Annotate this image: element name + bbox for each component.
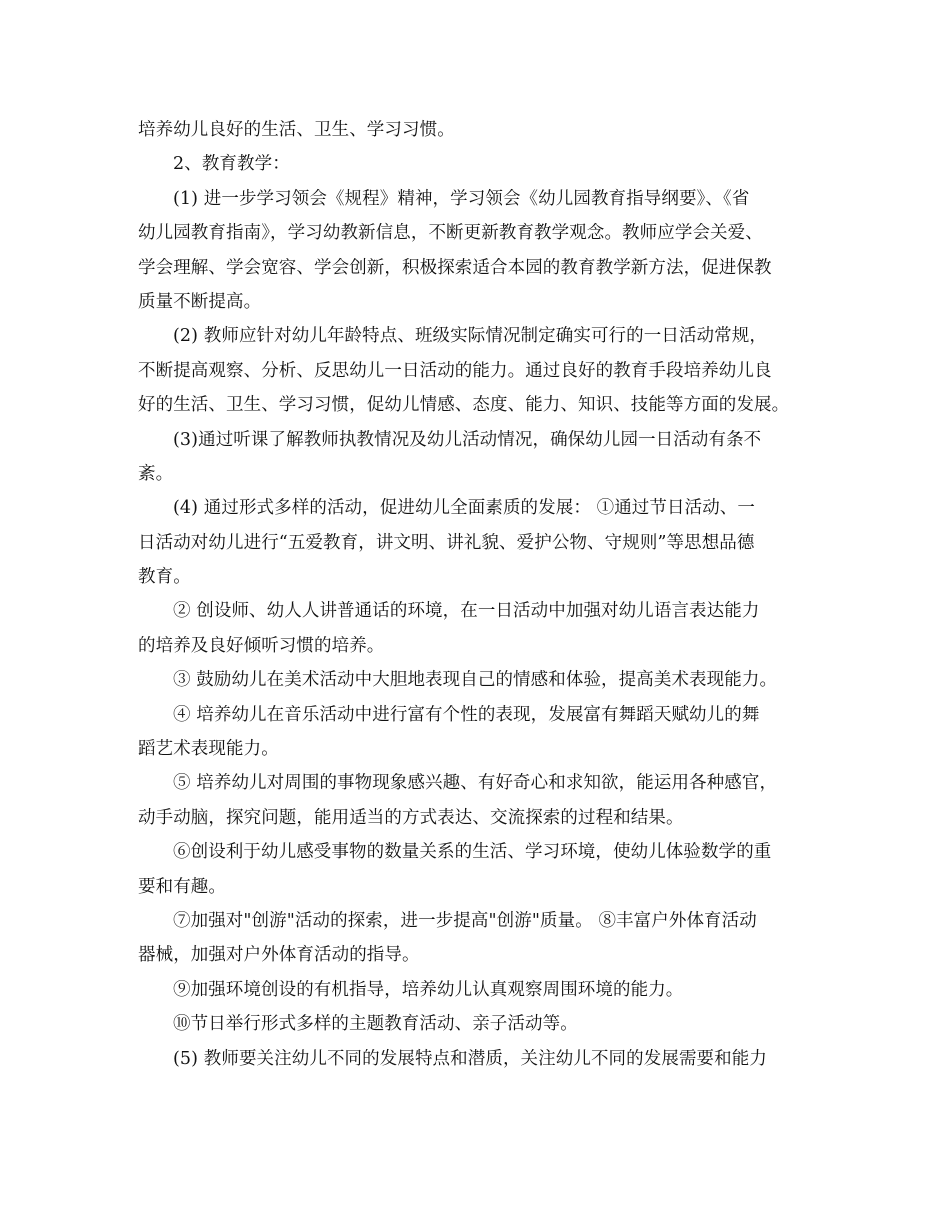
text-line-18: ④ 培养幼儿在音乐活动中进行富有个性的表现，发展富有舞蹈天赋幼儿的舞: [173, 704, 760, 725]
text-line-7: (2) 教师应针对幼儿年龄特点、班级实际情况制定确实可行的一日活动常规，: [173, 326, 767, 347]
text-line-16: 的培养及良好倾听习惯的培养。: [138, 635, 385, 656]
section-heading-teaching: 2、教育教学：: [173, 154, 290, 175]
text-line-10: (3)通过听课了解教师执教情况及幼儿活动情况，确保幼儿园一日活动有条不: [173, 429, 762, 450]
text-line-24: ⑦加强对"创游"活动的探索，进一步提高"创游"质量。 ⑧丰富户外体育活动: [173, 910, 757, 931]
text-line-17: ③ 鼓励幼儿在美术活动中大胆地表现自己的情感和体验，提高美术表现能力。: [173, 670, 778, 691]
document-body: [138, 113, 820, 1076]
text-line-20: ⑤ 培养幼儿对周围的事物现象感兴趣、有好奇心和求知欲，能运用各种感官，: [173, 773, 778, 794]
text-line-9: 好的生活、卫生、学习习惯，促幼儿情感、态度、能力、知识、技能等方面的发展。: [138, 395, 790, 416]
text-line-25: 器械，加强对户外体育活动的指导。: [138, 945, 420, 966]
text-line-22: ⑥创设利于幼儿感受事物的数量关系的生活、学习环境，使幼儿体验数学的重: [173, 842, 772, 863]
text-line-12: (4) 通过形式多样的活动，促进幼儿全面素质的发展： ①通过节日活动、一: [173, 498, 756, 519]
text-line-14: 教育。: [138, 567, 191, 588]
text-line-5: 学会理解、学会宽容、学会创新，积极探索适合本园的教育教学新方法，促进保教: [138, 257, 772, 278]
text-line-8: 不断提高观察、分析、反思幼儿一日活动的能力。通过良好的教育手段培养幼儿良: [138, 360, 772, 381]
text-line-15: ② 创设师、幼人人讲普通话的环境，在一日活动中加强对幼儿语言表达能力: [173, 601, 760, 622]
text-line-6: 质量不断提高。: [138, 291, 262, 312]
text-line-1: 培养幼儿良好的生活、卫生、学习习惯。: [138, 120, 455, 140]
text-line-4: 幼儿园教育指南》，学习幼教新信息，不断更新教育教学观念。教师应学会关爱、: [138, 223, 763, 244]
text-line-23: 要和有趣。: [138, 876, 226, 897]
text-line-11: 紊。: [138, 463, 174, 484]
text-line-26: ⑨加强环境创设的有机指导，培养幼儿认真观察周围环境的能力。: [173, 979, 684, 1000]
text-line-13: 日活动对幼儿进行“五爱教育，讲文明、讲礼貌、爱护公物、守规则”等思想品德: [138, 532, 755, 553]
text-line-3: (1) 进一步学习领会《规程》精神，学习领会《幼儿园教育指导纲要》、《省: [173, 188, 750, 209]
text-line-21: 动手动脑，探究问题，能用适当的方式表达、交流探索的过程和结果。: [138, 807, 684, 828]
text-line-27: ⑩节日举行形式多样的主题教育活动、亲子活动等。: [173, 1014, 578, 1035]
text-line-28: (5) 教师要关注幼儿不同的发展特点和潜质，关注幼儿不同的发展需要和能力: [173, 1048, 767, 1069]
text-line-19: 蹈艺术表现能力。: [138, 739, 279, 760]
